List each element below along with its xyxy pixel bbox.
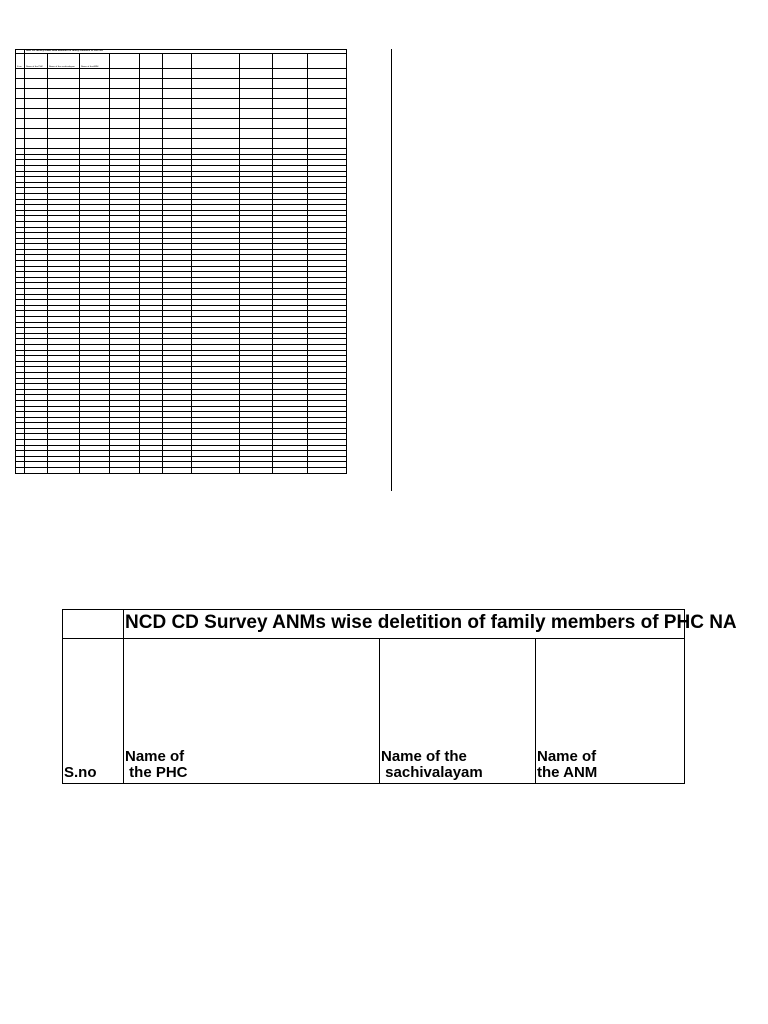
zoomed-header-row xyxy=(63,639,685,784)
zoomed-header-table xyxy=(62,609,737,784)
thumbnail-header-row xyxy=(16,54,347,69)
zoomed-header-sachivalayam: Name of the sachivalayam xyxy=(380,639,536,784)
zoomed-header xyxy=(62,609,737,783)
table-row xyxy=(16,99,347,109)
table-row xyxy=(16,468,347,474)
table-row xyxy=(16,119,347,129)
table-row xyxy=(16,139,347,149)
table-row xyxy=(16,89,347,99)
zoomed-header-phc: Name of the PHC xyxy=(124,639,380,784)
zoomed-header-sno: S.no xyxy=(63,639,124,784)
thumbnail-header-sno: S.no xyxy=(16,54,25,69)
zoomed-header-anm: Name of the ANM xyxy=(536,639,685,784)
thumbnail-table xyxy=(15,49,347,474)
page-divider xyxy=(391,49,392,491)
thumbnail-header-phc: Name of the PHC xyxy=(25,54,48,69)
zoomed-title-row xyxy=(63,610,685,639)
zoomed-title: NCD CD Survey ANMs wise deletition of family members of PHC NA xyxy=(124,610,685,639)
table-row xyxy=(16,109,347,119)
table-row xyxy=(16,69,347,79)
table-row xyxy=(16,79,347,89)
spreadsheet-thumbnail xyxy=(15,49,346,491)
thumbnail-header-anm: Name of the ANM xyxy=(80,54,110,69)
table-row xyxy=(16,129,347,139)
thumbnail-header-sachivalayam: Name of the sachivalayam xyxy=(48,54,80,69)
thumbnail-body xyxy=(16,69,347,473)
thumbnail-title: NCD CD Survey ANMs wise deletition of family members of PHC NA xyxy=(25,50,347,54)
